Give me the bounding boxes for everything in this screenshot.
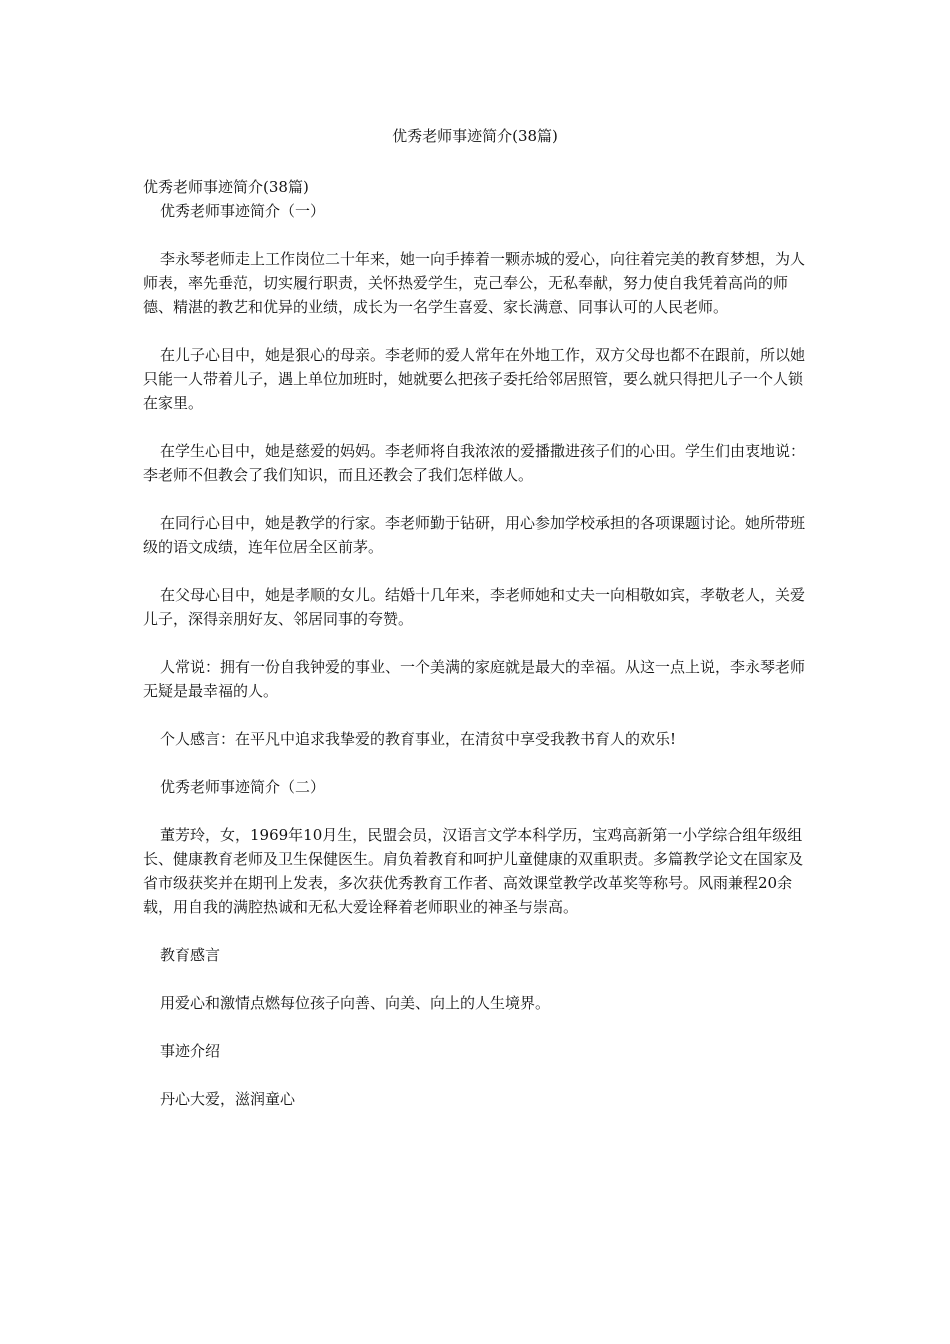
- document-body: [143, 175, 811, 1111]
- heading-education-motto: 教育感言: [160, 946, 221, 964]
- paragraph-li-intro: 李永琴老师走上工作岗位二十年来，她一向手捧着一颗赤城的爱心，向往着完美的教育梦想，为人师表，率先垂范，切实履行职责，关怀热爱学生，克己奉公，无私奉献，努力使自我凭着高尚的师德、精湛的教艺和优异的业绩，成长为一名学生喜爱、家长满意、同事认可的人民老师。: [143, 250, 806, 316]
- document-title: 优秀老师事迹简介(38篇): [392, 127, 558, 145]
- paragraph-students: 在学生心目中，她是慈爱的妈妈。李老师将自我浓浓的爱播撒进孩子们的心田。学生们由衷地说：李老师不但教会了我们知识，而且还教会了我们怎样做人。: [143, 442, 806, 484]
- paragraph-happiness: 人常说：拥有一份自我钟爱的事业、一个美满的家庭就是最大的幸福。从这一点上说，李永琴老师无疑是最幸福的人。: [143, 658, 806, 700]
- section-heading-1: 优秀老师事迹简介（一）: [160, 202, 326, 220]
- paragraph-parents: 在父母心目中，她是孝顺的女儿。结婚十几年来，李老师她和丈夫一向相敬如宾，孝敬老人，关爱儿子，深得亲朋好友、邻居同事的夸赞。: [143, 586, 806, 628]
- paragraph-gap: [143, 223, 811, 247]
- paragraph-personal-motto: 个人感言：在平凡中追求我挚爱的教育事业，在清贫中享受我教书育人的欢乐!: [160, 730, 677, 748]
- paragraph-colleagues: 在同行心目中，她是教学的行家。李老师勤于钻研，用心参加学校承担的各项课题讨论。她所带班级的语文成绩，连年位居全区前茅。: [143, 514, 806, 556]
- heading-deeds: 事迹介绍: [160, 1042, 221, 1060]
- paragraph-son: 在儿子心目中，她是狠心的母亲。李老师的爱人常年在外地工作，双方父母也都不在跟前，所以她只能一人带着儿子，遇上单位加班时，她就要么把孩子委托给邻居照管，要么就只得把儿子一个人锁在家里。: [143, 346, 806, 412]
- paragraph-dong-intro: 董芳玲，女，1969年10月生，民盟会员，汉语言文学本科学历，宝鸡高新第一小学综合组年级组长、健康教育老师及卫生保健医生。肩负着教育和呵护儿童健康的双重职责。多篇教学论文在国家及省市级获奖并在期刊上发表，多次获优秀教育工作者、高效课堂教学改革奖等称号。风雨兼程20余载，用自我的满腔热诚和无私大爱诠释着老师职业的神圣与崇高。: [143, 826, 804, 916]
- heading-deeds-subtitle: 丹心大爱，滋润童心: [160, 1090, 296, 1108]
- section-heading-2: 优秀老师事迹简介（二）: [160, 778, 326, 796]
- document-subtitle: 优秀老师事迹简介(38篇): [143, 178, 309, 196]
- paragraph-education-motto: 用爱心和激情点燃每位孩子向善、向美、向上的人生境界。: [160, 994, 551, 1012]
